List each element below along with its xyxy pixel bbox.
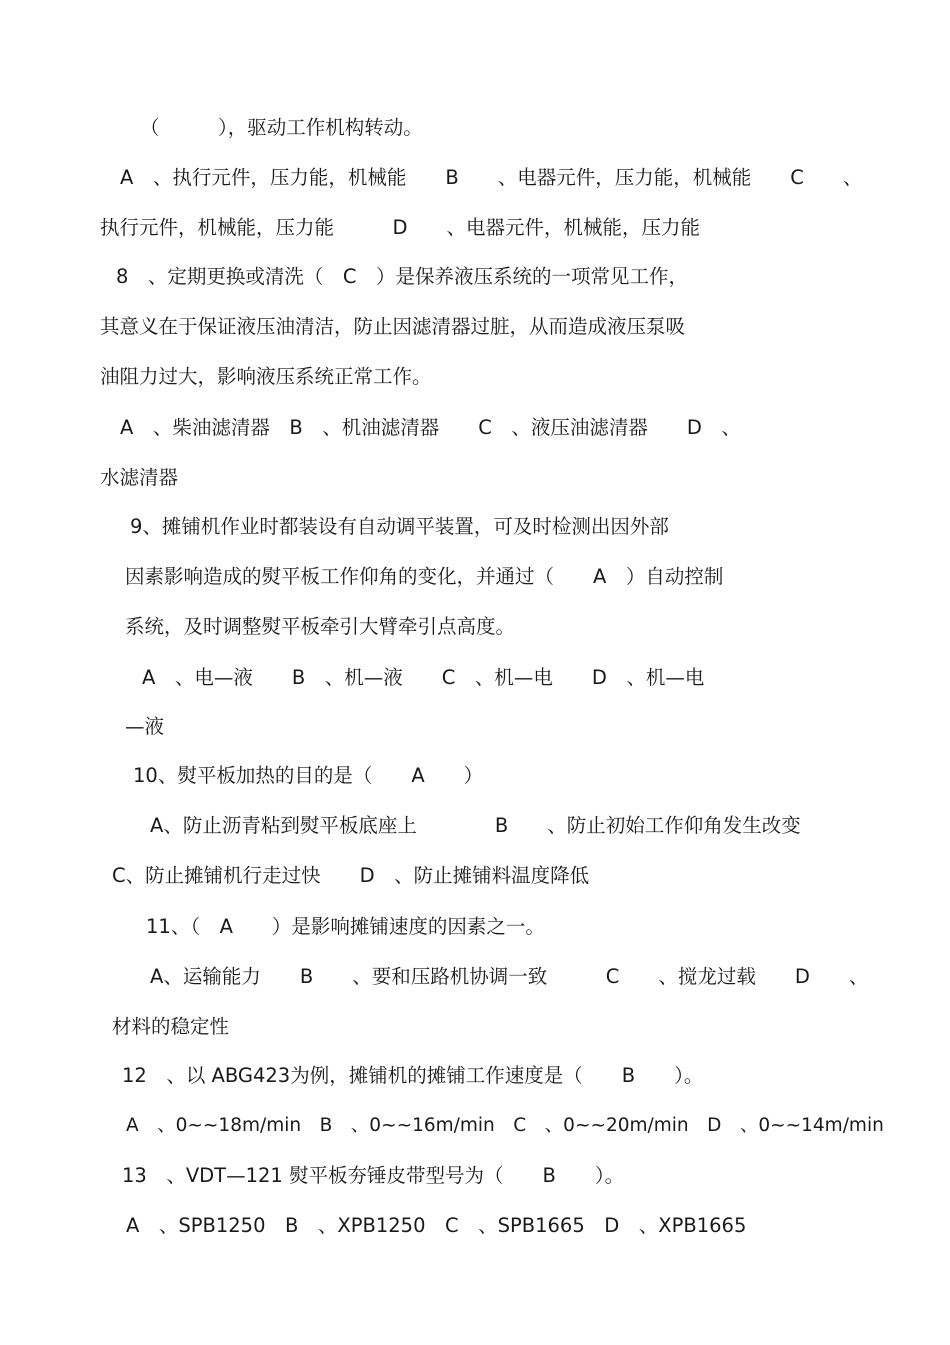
q11-options: A、运输能力 B 、要和压路机协调一致 C 、搅龙过载 D 、 [150,965,869,988]
q8-stem-cont: 油阻力过大，影响液压系统正常工作。 [100,365,432,388]
q11-options-cont: 材料的稳定性 [112,1015,230,1038]
q10-stem: 10、熨平板加热的目的是（ A ） [133,764,484,787]
q12-options: A 、0~~18m/min B 、0~~16m/min C 、0~~20m/min D 、0~~14m/min [126,1115,884,1136]
q10-options-cont: C、防止摊铺机行走过快 D 、防止摊铺料温度降低 [112,864,590,887]
q11-stem: 11、（ A ）是影响摊铺速度的因素之一。 [146,915,545,938]
q9-stem-cont: 系统，及时调整熨平板牵引大臂牵引点高度。 [125,615,516,638]
question-stem-tail: （ ），驱动工作机构转动。 [140,116,423,139]
q9-options: A 、电—液 B 、机—液 C 、机—电 D 、机—电 [142,666,705,689]
q13-stem: 13 、VDT—121 熨平板夯锤皮带型号为（ B ）。 [122,1164,625,1187]
q9-stem: 9、摊铺机作业时都装设有自动调平装置，可及时检测出因外部 [130,515,669,538]
q8-options: A 、柴油滤清器 B 、机油滤清器 C 、液压油滤清器 D 、 [120,416,741,439]
q8-stem: 8 、定期更换或清洗（ C ）是保养液压系统的一项常见工作， [116,265,689,288]
q7-options: A 、执行元件，压力能，机械能 B 、电器元件，压力能，机械能 C 、 [120,166,863,189]
q9-options-cont: —液 [125,715,165,738]
q13-options: A 、SPB1250 B 、XPB1250 C 、SPB1665 D 、XPB1665 [126,1214,747,1237]
q9-stem-cont: 因素影响造成的熨平板工作仰角的变化，并通过（ A ）自动控制 [125,565,724,588]
q8-stem-cont: 其意义在于保证液压油清洁，防止因滤清器过脏，从而造成液压泵吸 [100,315,686,338]
q7-options-cont: 执行元件，机械能，压力能 D 、电器元件，机械能，压力能 [100,216,701,239]
q12-stem: 12 、以 ABG423为例，摊铺机的摊铺工作速度是（ B ）。 [122,1064,704,1087]
q8-options-cont: 水滤清器 [100,466,179,489]
q10-options: A、防止沥青粘到熨平板底座上 B 、防止初始工作仰角发生改变 [150,814,801,837]
